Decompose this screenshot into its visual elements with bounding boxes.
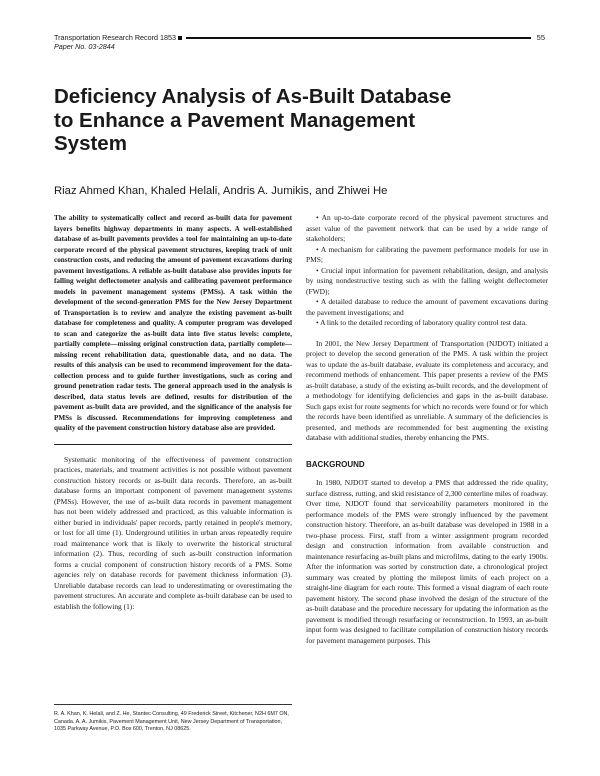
footnote-rule xyxy=(54,704,292,705)
journal-line xyxy=(54,33,545,42)
njdot-project-paragraph: In 2001, the New Jersey Department of Transportation (NJDOT) initiated a project to develop the second generation of the PMS. A task within the project was to update the as-built database, evaluate its completeness and accuracy, and recommend methods of enhancement. This paper presents a review of the PMS as-built database, a study of the existing as-built records, and the development of a methodology for identifying deficiencies and gaps in the as-built database. Such gaps exist for route segments for which no records were found or for which the records have been identified as unreliable. A summary of the deficiencies is presented, and methods are recommended for best augmenting the existing database with additional studies, thereby enhancing the PMS. xyxy=(306,338,548,442)
section-heading-background: BACKGROUND xyxy=(306,459,365,469)
square-mark-icon xyxy=(178,36,182,40)
list-item: • A link to the detailed recording of laboratory quality control test data. xyxy=(306,318,548,329)
author-affiliation-footnote: R. A. Khan, K. Helali, and Z. He, Stantec Consulting, 49 Frederick Street, Kitchener, N2H 6M7 ON, Canada. A. A. Jumikis, Pavement Management Unit, New Jersey Department of Transportation, 1035 Parkway Avenue, P.O. Box 600, Trenton, NJ 08625. xyxy=(54,711,289,733)
list-item: • A detailed database to reduce the amount of pavement excavations during the pavement investigations; and xyxy=(306,297,548,318)
list-item: • A mechanism for calibrating the pavement performance models for use in PMS; xyxy=(306,245,548,266)
running-header xyxy=(54,33,545,51)
left-column xyxy=(54,213,292,612)
page-number: 55 xyxy=(536,33,545,42)
article-title: Deficiency Analysis of As-Built Database to Enhance a Pavement Management System xyxy=(54,85,452,155)
intro-paragraph: Systematic monitoring of the effectiveness of pavement construction practices, materials, and treatment activities is not possible without pavement construction history records or as-built data records. Therefore, an as-built database forms an important component of pavement management systems (PMSs). However, the use of as-built data records in pavement management has not been widely addressed and practiced, as this valuable information is either buried in individuals' paper records, partly retained in people's memory, or lost for all time (1). Underground utilities in urban areas repeatedly require road maintenance work that is likely to overwrite the historical structural information (2). Thus, recording of such as-built construction information forms a crucial component of construction history records of a PMS. Some agencies rely on database records for pavement thickness information (3). Unreliable database records can lead to underestimating or overestimating the pavement structures. An accurate and complete as-built database can be used to establish the following (1): xyxy=(54,454,292,611)
benefit-list xyxy=(306,213,548,329)
list-item: • An up-to-date corporate record of the physical pavement structures and asset value of the pavement network that can be used by a wide range of stakeholders; xyxy=(306,213,548,245)
abstract-divider xyxy=(54,444,292,445)
paper-number: Paper No. 03-2844 xyxy=(54,42,115,51)
right-column xyxy=(306,213,548,646)
journal-name: Transportation Research Record 1853 xyxy=(54,33,176,42)
list-item: • Crucial input information for pavement rehabilitation, design, and analysis by using nondestructive testing such as with the falling weight deflectometer (FWD); xyxy=(306,266,548,298)
author-list: Riaz Ahmed Khan, Khaled Helali, Andris A. Jumikis, and Zhiwei He xyxy=(54,185,388,197)
background-paragraph: In 1980, NJDOT started to develop a PMS that addressed the ride quality, surface distress, rutting, and skid resistance of 2,300 centerline miles of roadway. Over time, NJDOT found that serviceability parameters monitored in the performance models of the PMS were strongly influenced by the pavement construction history. Therefore, an as-built database was developed in 1988 in a two-phase process. First, staff from a winter assignment program recorded design and construction information from available construction and maintenance resurfacing as-built plans and microfilms, dating to the early 1900s. After the information was sorted by construction date, a chronological project summary was created by plotting the milepost limits of each project on a straight-line diagram for each route. This formed a visual diagram of each route pavement history. The second phase involved the design of the structure of the as-built database and the procedure necessary for updating the information as the pavement is modified through resurfacing or reconstruction. In 1993, an as-built input form was designed to facilitate compilation of construction history records for pavement management purposes. This xyxy=(306,478,548,645)
abstract: The ability to systematically collect and record as-built data for pavement layers benefits highway departments in many aspects. A well-established database of as-built pavements provides a tool for maintaining an up-to-date corporate record of the physical pavement structures, keeping track of unit construction costs, and reducing the amount of pavement excavations during pavement investigations. A reliable as-built database also provides inputs for falling weight deflectometer analysis and calibrating pavement performance models in pavement management systems (PMSs). A task within the development of the second-generation PMS for the New Jersey Department of Transportation is to review and analyze the existing pavement as-built database for completeness and quality. A computer program was developed to scan and categorize the as-built data into five status levels: complete, partially complete—missing original construction data, partially complete—missing recent rehabilitation data, questionable data, and no data. The results of this analysis can be used to recommend improvement for the data-collection process and to guide further investigations, such as coring and ground penetration radar tests. The general approach used in the analysis is described, data status levels are defined, results for distribution of the pavement as-built data are provided, and the significance of the analysis for PMSs is discussed. Recommendations for improving completeness and quality of the pavement construction history database also are provided. xyxy=(54,214,292,432)
header-rule xyxy=(186,37,531,39)
